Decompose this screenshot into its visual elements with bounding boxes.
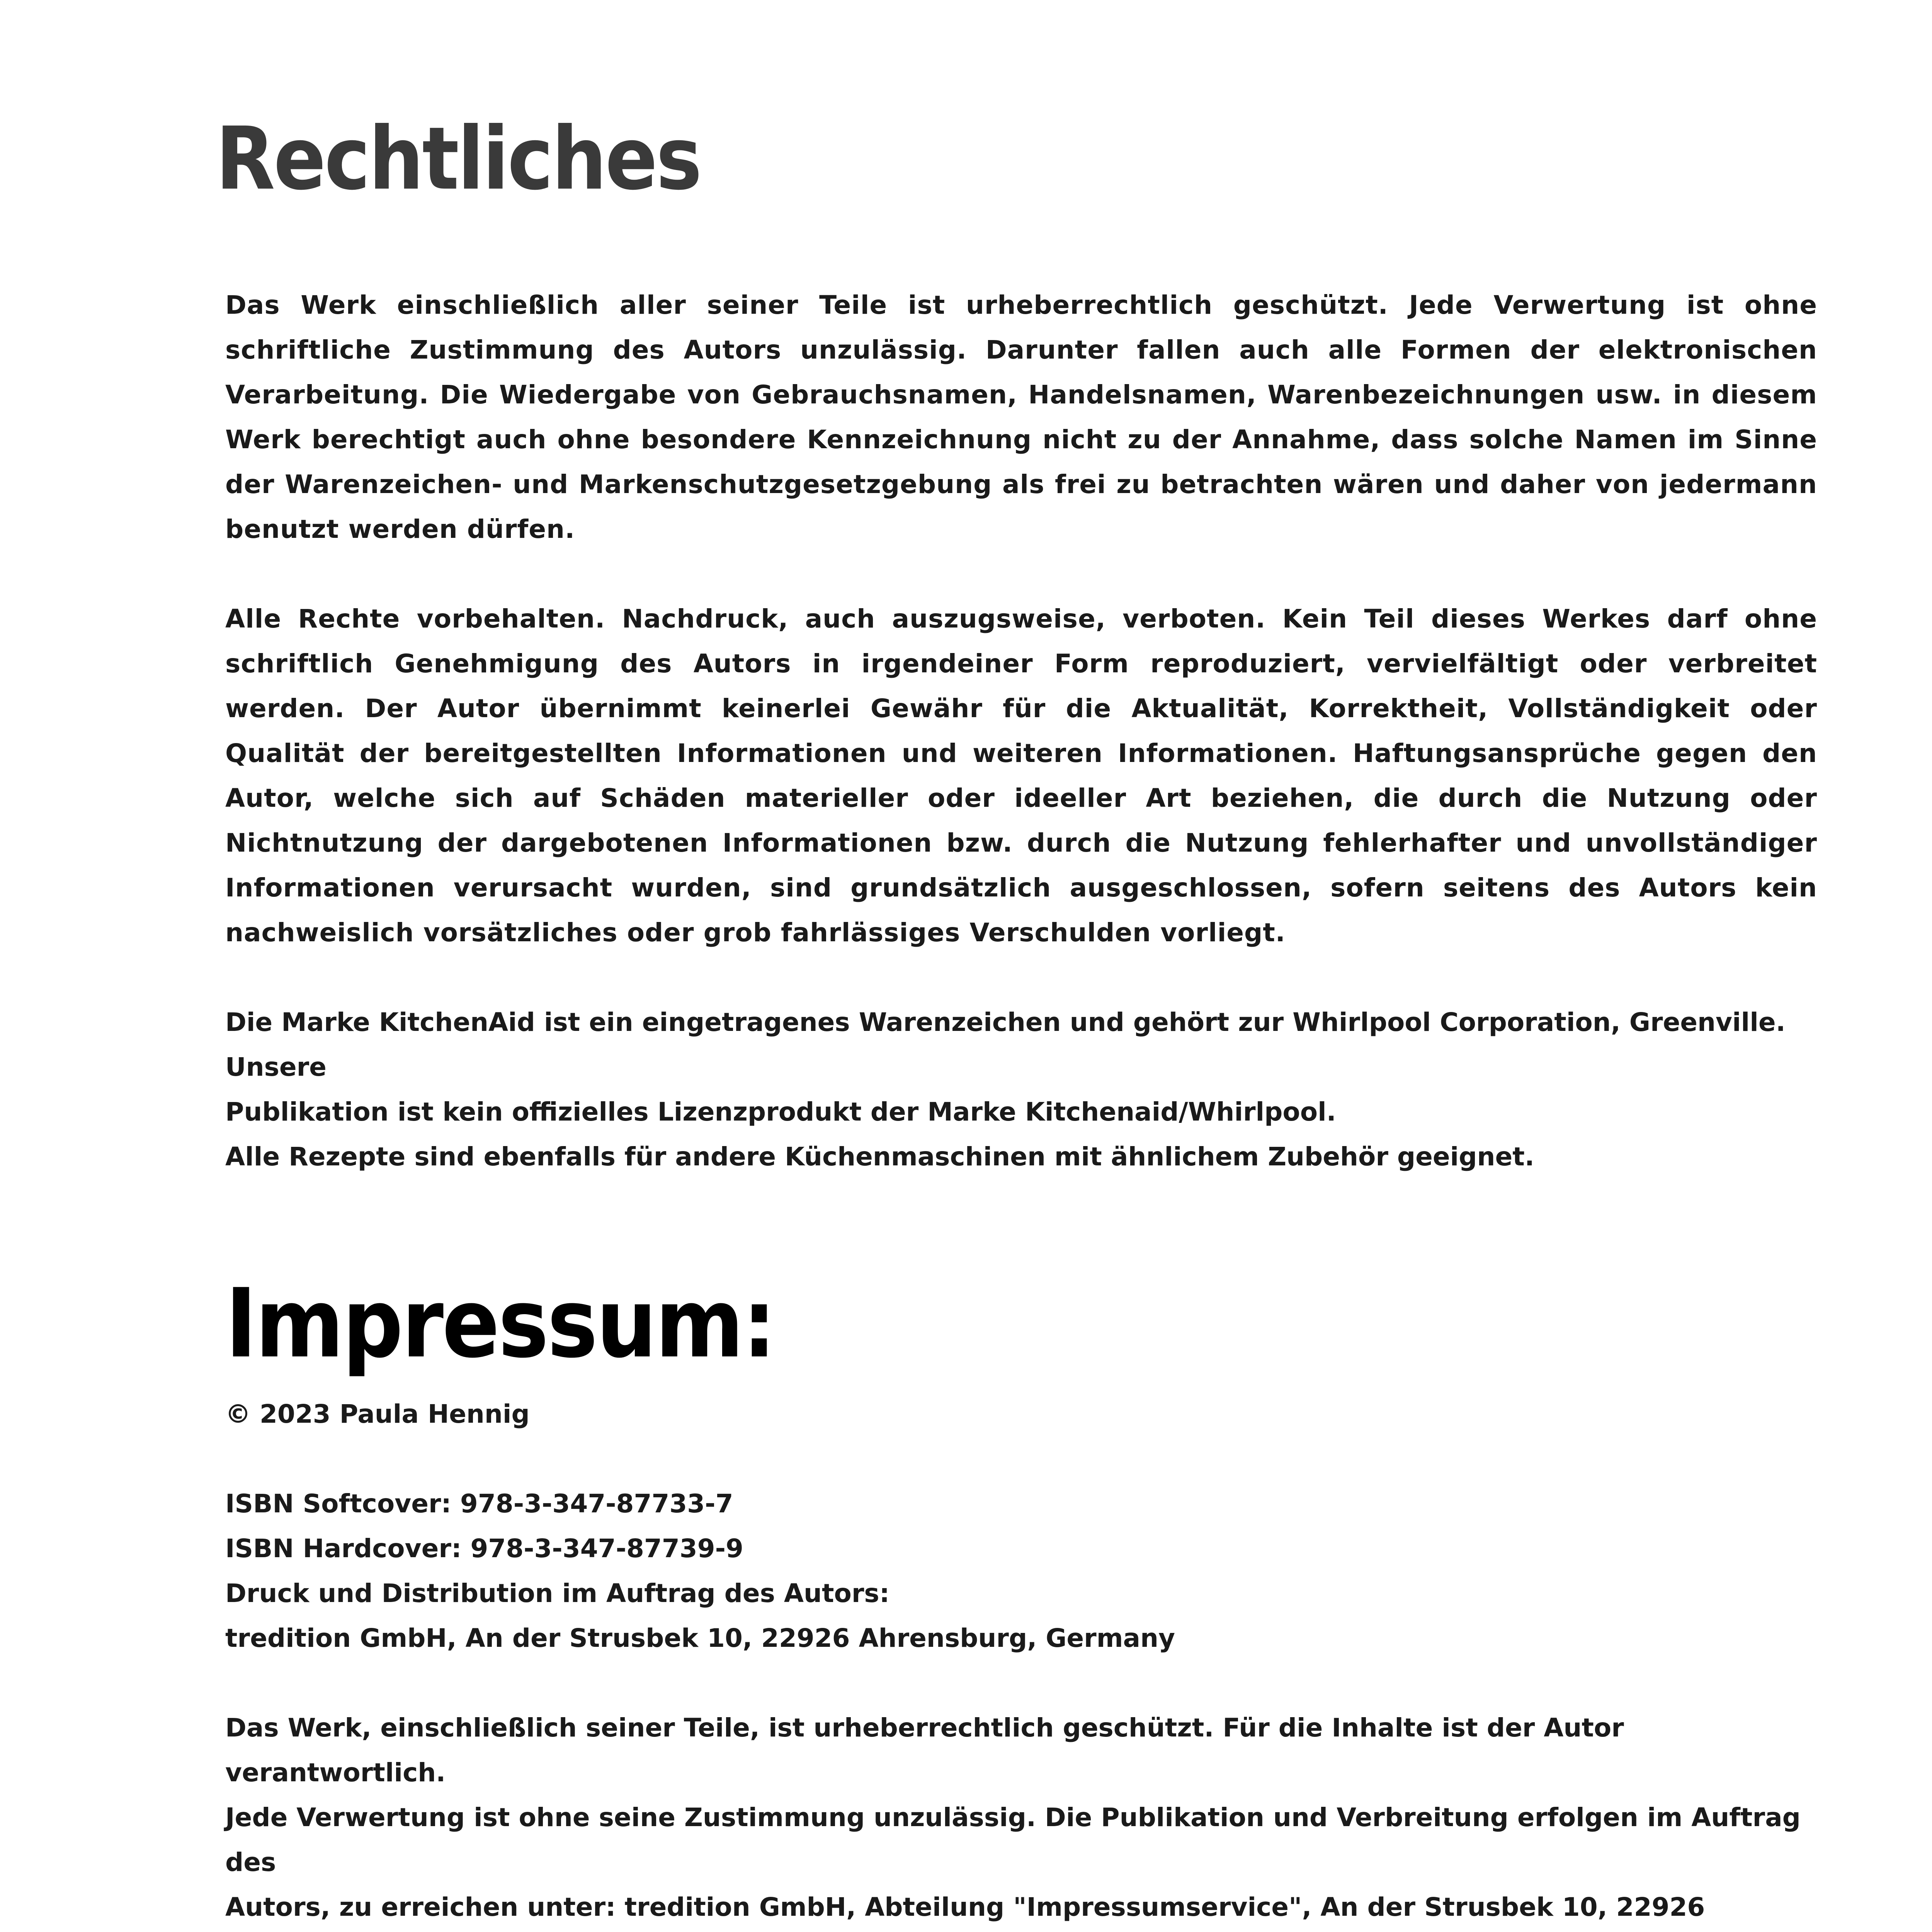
rechtliches-heading: Rechtliches bbox=[216, 108, 701, 209]
copyright-paragraph: Das Werk einschließlich aller seiner Teile ist urheberrechtlich geschützt. Jede Verwertung ist ohne schriftliche Zustimmung des Autors unzulässig. Darunter fallen auch alle Formen der elektronischen Verarbeitung. Die Wiedergabe von Gebrauchsnamen, Handelsnamen, Warenbezeichnungen usw. in diesem Werk berechtigt auch ohne besondere Kennzeichnung nicht zu der Annahme, dass solche Namen im Sinne der Warenzeichen- und Markenschutzgesetzgebung als frei zu betrachten wären und daher von jedermann benutzt werden dürfen. bbox=[225, 290, 1817, 544]
notice-line: Das Werk, einschließlich seiner Teile, ist urheberrechtlich geschützt. Für die Inhalte ist der Autor verantwortlich. bbox=[225, 1713, 1624, 1787]
trademark-line: Publikation ist kein offizielles Lizenzprodukt der Marke Kitchenaid/Whirlpool. bbox=[225, 1097, 1336, 1127]
isbn-softcover: ISBN Softcover: 978-3-347-87733-7 bbox=[225, 1489, 733, 1519]
trademark-line: Alle Rezepte sind ebenfalls für andere Küchenmaschinen mit ähnlichem Zubehör geeignet. bbox=[225, 1142, 1534, 1172]
impressum-notice bbox=[225, 1706, 1817, 1932]
isbn-hardcover: ISBN Hardcover: 978-3-347-87739-9 bbox=[225, 1534, 743, 1563]
rights-reserved-paragraph: Alle Rechte vorbehalten. Nachdruck, auch auszugsweise, verboten. Kein Teil dieses Werkes darf ohne schriftlich Genehmigung des Autors in irgendeiner Form reproduziert, vervielfältigt oder verbreitet werden. Der Autor übernimmt keinerlei Gewähr für die Aktualität, Korrektheit, Vollständigkeit oder Qualität der bereitgestellten Informationen und weiteren Informationen. Haftungsansprüche gegen den Autor, welche sich auf Schäden materieller oder ideeller Art beziehen, die durch die Nutzung oder Nichtnutzung der dargebotenen Informationen bzw. durch die Nutzung fehlerhafter und unvollständiger Informationen verursacht wurden, sind grundsätzlich ausgeschlossen, sofern seitens des Autors kein nachweislich vorsätzliches oder grob fahrlässiges Verschulden vorliegt. bbox=[225, 604, 1817, 947]
document-page bbox=[216, 108, 1817, 1932]
notice-line: Jede Verwertung ist ohne seine Zustimmung unzulässig. Die Publikation und Verbreitung erfolgen im Auftrag des bbox=[225, 1803, 1801, 1877]
notice-line: Autors, zu erreichen unter: tredition GmbH, Abteilung "Impressumservice", An der Strusbek 10, 22926 bbox=[225, 1892, 1705, 1922]
trademark-line: Die Marke KitchenAid ist ein eingetragenes Warenzeichen und gehört zur Whirlpool Corporation, Greenville. Unsere bbox=[225, 1007, 1786, 1082]
copyright-notice: © 2023 Paula Hennig bbox=[225, 1399, 530, 1429]
distribution-label: Druck und Distribution im Auftrag des Autors: bbox=[225, 1578, 890, 1608]
publisher-address: tredition GmbH, An der Strusbek 10, 22926 Ahrensburg, Germany bbox=[225, 1623, 1175, 1653]
publication-details bbox=[225, 1481, 1817, 1661]
impressum-heading: Impressum: bbox=[225, 1268, 775, 1379]
trademark-block bbox=[225, 1000, 1817, 1179]
